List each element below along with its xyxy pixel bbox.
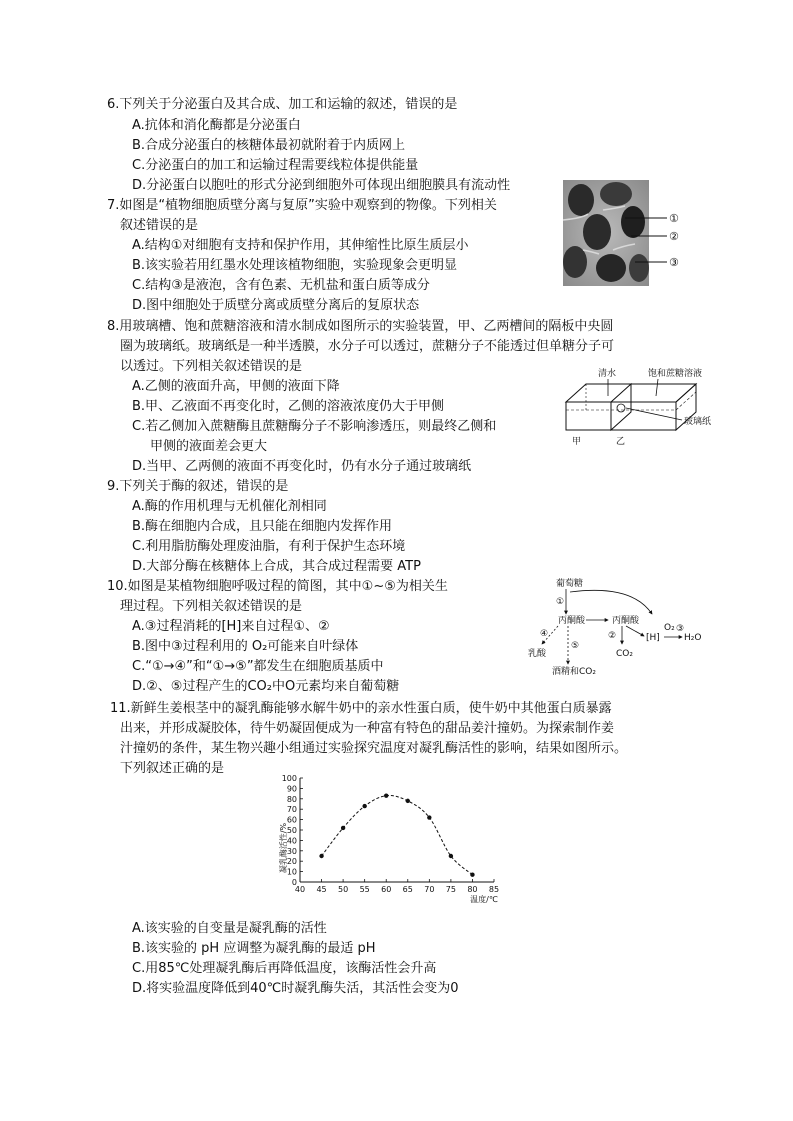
y-tick-label: 90: [286, 784, 297, 794]
y-tick-label: 0: [291, 878, 297, 887]
q11-option-a: A.该实验的自变量是凝乳酶的活性: [132, 921, 327, 936]
q6-stem: 6.下列关于分泌蛋白及其合成、加工和运输的叙述，错误的是: [107, 97, 458, 112]
label-co2: CO₂: [616, 649, 633, 659]
label-sucrose: 饱和蔗糖溶液: [648, 369, 703, 379]
q9-stem: 9.下列关于酶的叙述，错误的是: [107, 479, 289, 494]
y-tick-label: 40: [286, 836, 297, 846]
q11-stem-line4: 下列叙述正确的是: [120, 761, 225, 776]
label-o2: O₂: [664, 623, 675, 633]
label-water: 清水: [598, 369, 617, 379]
y-tick-label: 50: [286, 826, 297, 835]
x-tick-label: 80: [467, 885, 478, 894]
q6-option-d: D.分泌蛋白以胞吐的形式分泌到细胞外可体现出细胞膜具有流动性: [132, 178, 511, 193]
q10-stem-line2: 理过程。下列相关叙述错误的是: [120, 599, 303, 614]
x-tick-label: 70: [424, 885, 435, 894]
q7-option-c: C.结构③是液泡，含有色素、无机盐和蛋白质等成分: [132, 278, 430, 293]
respiration-diagram: [522, 574, 722, 680]
data-point: [319, 854, 323, 858]
data-point: [427, 815, 431, 819]
label-structure-1: ①: [669, 212, 679, 225]
q8-stem-line1: 8.用玻璃槽、饱和蔗糖溶液和清水制成如图所示的实验装置，甲、乙两槽间的隔板中央圆: [107, 319, 614, 334]
q8-option-b: B.甲、乙液面不再变化时，乙侧的溶液浓度仍大于甲侧: [132, 399, 445, 414]
q9-option-b: B.酶在细胞内合成，且只能在细胞内发挥作用: [132, 519, 393, 534]
q7-option-b: B.该实验若用红墨水处理该植物细胞，实验现象会更明显: [132, 258, 458, 273]
q8-option-c-cont: 甲侧的液面差会更大: [150, 439, 268, 454]
label-h: [H]: [646, 633, 660, 643]
label-process-4: ④: [540, 629, 549, 639]
label-h2o: H₂O: [684, 633, 702, 643]
label-process-3: ③: [676, 624, 685, 634]
q8-stem-line2: 圈为玻璃纸。玻璃纸是一种半透膜，水分子可以透过，蔗糖分子不能透过但单糖分子可: [120, 339, 615, 354]
data-point: [384, 793, 388, 797]
label-process-1: ①: [556, 597, 565, 607]
chart-svg: [272, 770, 512, 906]
q11-option-d: D.将实验温度降低到40℃时凝乳酶失活，其活性会变为0: [132, 981, 459, 996]
label-glucose: 葡萄糖: [556, 579, 584, 589]
q10-option-b: B.图中③过程利用的 O₂可能来自叶绿体: [132, 639, 359, 654]
q10-option-c: C.“①→④”和“①→⑤”都发生在细胞质基质中: [132, 659, 384, 674]
x-tick-label: 60: [381, 885, 392, 894]
x-tick-label: 85: [488, 885, 500, 894]
q7-option-d: D.图中细胞处于质壁分离或质壁分离后的复原状态: [132, 298, 420, 313]
q11-stem-line3: 汁撞奶的条件，某生物兴趣小组通过实验探究温度对凝乳酶活性的影响，结果如图所示。: [120, 741, 628, 756]
data-point: [362, 804, 366, 808]
x-tick-label: 50: [338, 885, 349, 894]
q11-stem-line1: 11.新鲜生姜根茎中的凝乳酶能够水解牛奶中的亲水性蛋白质，使牛奶中其他蛋白质暴露: [110, 701, 612, 716]
x-tick-label: 75: [445, 885, 456, 894]
q10-option-d: D.②、⑤过程产生的CO₂中O元素均来自葡萄糖: [132, 679, 400, 694]
y-tick-label: 30: [286, 846, 297, 856]
y-tick-label: 80: [286, 794, 297, 804]
q8-stem-line3: 以透过。下列相关叙述错误的是: [120, 359, 303, 374]
q6-option-b: B.合成分泌蛋白的核糖体最初就附着于内质网上: [132, 138, 406, 153]
q6-option-c: C.分泌蛋白的加工和运输过程需要线粒体提供能量: [132, 158, 419, 173]
label-glass-paper: 玻璃纸: [684, 417, 712, 427]
q9-option-d: D.大部分酶在核糖体上合成，其合成过程需要 ATP: [132, 559, 421, 574]
y-tick-label: 10: [286, 867, 297, 877]
label-alcohol-co2: 酒精和CO₂: [552, 667, 596, 677]
q8-option-c: C.若乙侧加入蔗糖酶且蔗糖酶分子不影响渗透压，则最终乙侧和: [132, 419, 497, 434]
label-jia: 甲: [572, 437, 582, 447]
label-pyruvate-2: 丙酮酸: [612, 616, 640, 626]
activity-curve: [322, 796, 473, 875]
data-point: [449, 854, 453, 858]
cell-micrograph-figure: [563, 180, 681, 286]
data-point: [341, 826, 345, 830]
q10-option-a: A.③过程消耗的[H]来自过程①、②: [132, 619, 330, 634]
q11-stem-line2: 出来，并形成凝胶体，待牛奶凝固便成为一种富有特色的甜品姜汁撞奶。为探索制作姜: [120, 721, 615, 736]
q9-option-a: A.酶的作用机理与无机催化剂相同: [132, 499, 327, 514]
y-tick-label: 70: [286, 805, 297, 815]
x-tick-label: 45: [316, 885, 327, 894]
q11-option-c: C.用85℃处理凝乳酶后再降低温度，该酶活性会升高: [132, 961, 437, 976]
q7-stem-line1: 7.如图是“植物细胞质壁分离与复原”实验中观察到的物像。下列相关: [107, 198, 497, 213]
label-process-2: ②: [608, 631, 617, 641]
data-point: [470, 873, 474, 877]
y-tick-label: 60: [286, 815, 297, 825]
q9-option-c: C.利用脂肪酶处理废油脂，有利于保护生态环境: [132, 539, 406, 554]
chart-ylabel: 凝乳酶活性/%: [279, 822, 288, 874]
label-yi: 乙: [616, 437, 626, 447]
q10-stem-line1: 10.如图是某植物细胞呼吸过程的简图，其中①~⑤为相关生: [107, 579, 448, 594]
q11-option-b: B.该实验的 pH 应调整为凝乳酶的最适 pH: [132, 941, 376, 956]
q7-stem-line2: 叙述错误的是: [120, 218, 199, 233]
enzyme-activity-chart: [272, 770, 512, 906]
glass-tank-figure: [556, 362, 726, 448]
y-tick-label: 20: [286, 857, 297, 867]
label-process-5: ⑤: [571, 641, 580, 651]
q8-option-d: D.当甲、乙两侧的液面不再变化时，仍有水分子通过玻璃纸: [132, 459, 472, 474]
data-point: [406, 799, 410, 803]
chart-xlabel: 温度/℃: [470, 895, 498, 904]
y-tick-label: 100: [281, 774, 297, 783]
x-tick-label: 55: [359, 885, 370, 894]
label-structure-3: ③: [669, 256, 679, 269]
label-lactic-acid: 乳酸: [528, 649, 547, 659]
q7-option-a: A.结构①对细胞有支持和保护作用，其伸缩性比原生质层小: [132, 238, 469, 253]
label-structure-2: ②: [669, 230, 679, 243]
x-tick-label: 65: [402, 885, 413, 894]
q8-option-a: A.乙侧的液面升高，甲侧的液面下降: [132, 379, 340, 394]
q6-option-a: A.抗体和消化酶都是分泌蛋白: [132, 118, 301, 133]
x-tick-label: 40: [294, 885, 306, 894]
label-pyruvate-1: 丙酮酸: [558, 616, 586, 626]
